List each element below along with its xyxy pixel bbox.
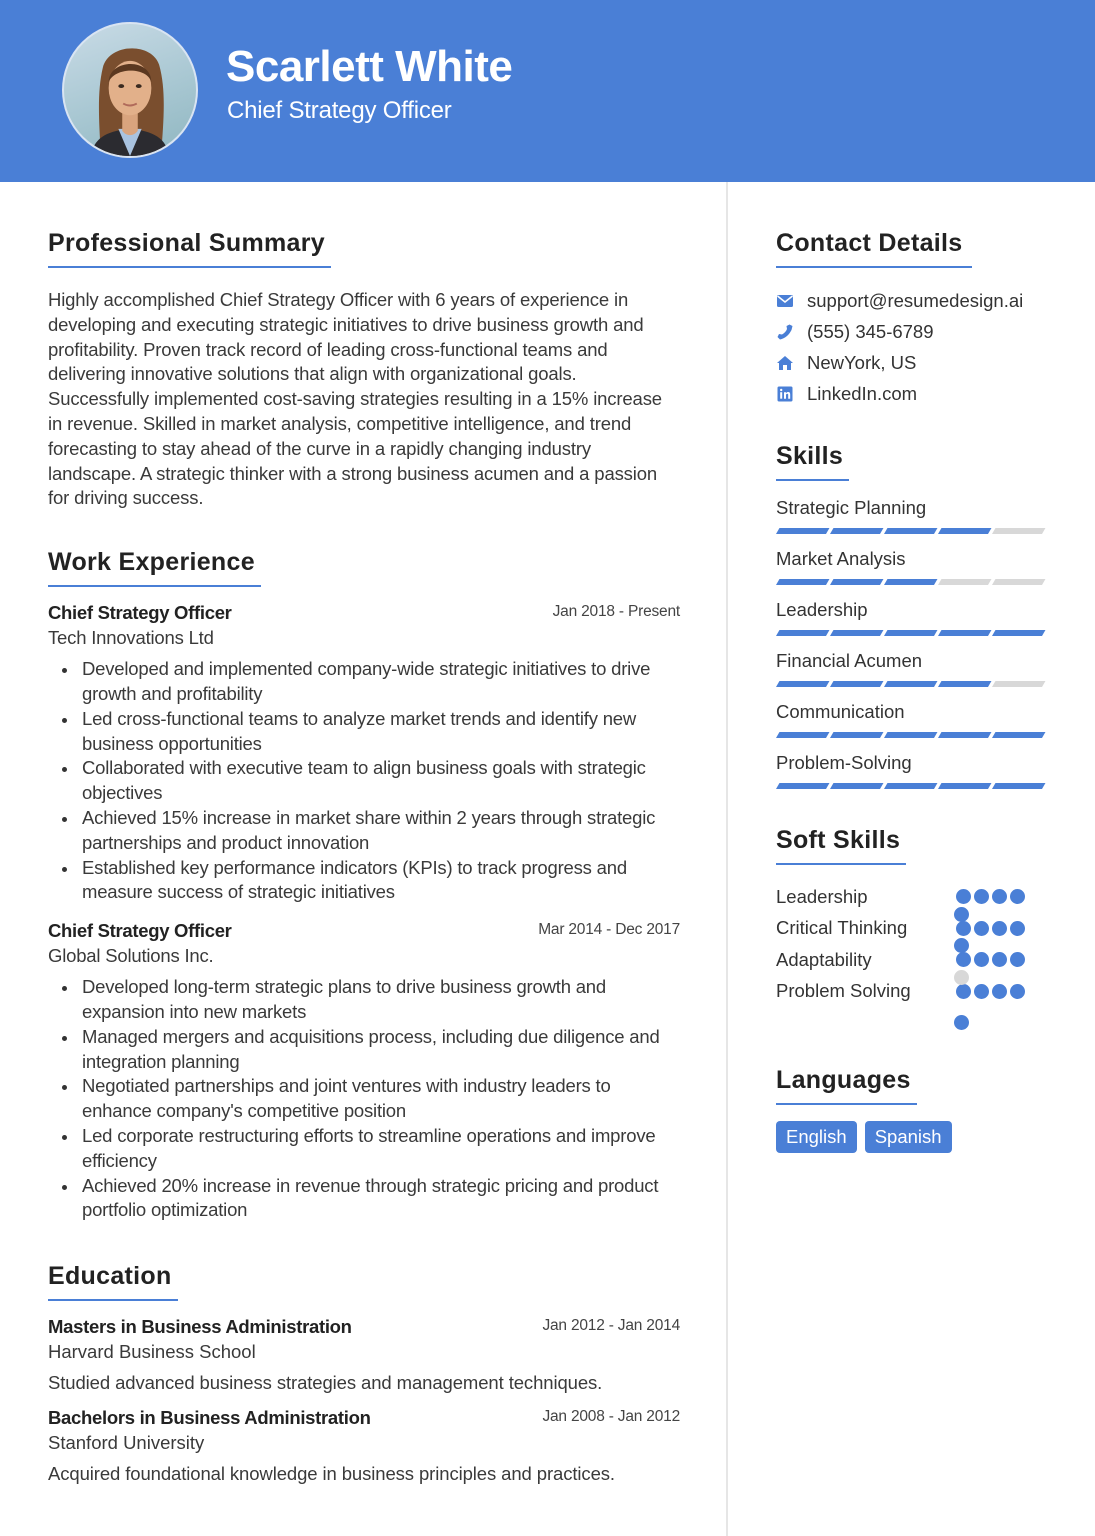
rating-dot-filled — [954, 938, 969, 953]
job-entry — [48, 919, 680, 1223]
section-heading: Contact Details — [776, 226, 972, 268]
rating-segment-filled — [884, 579, 937, 585]
section-heading: Languages — [776, 1063, 917, 1105]
bullet-item: Established key performance indicators (KPIs) to track progress and measure success of strategic initiatives — [48, 856, 680, 906]
rating-segment-filled — [992, 732, 1045, 738]
rating-dot-filled — [954, 1015, 969, 1030]
bullet-item: Negotiated partnerships and joint ventures with industry leaders to enhance company's competitive position — [48, 1074, 680, 1124]
phone-icon — [776, 323, 794, 341]
job-entry — [48, 601, 680, 905]
contact-location-text: NewYork, US — [807, 351, 917, 373]
rating-dot-filled — [974, 921, 989, 936]
job-dates: Mar 2014 - Dec 2017 — [538, 921, 680, 939]
section-heading: Soft Skills — [776, 823, 906, 865]
language-list — [776, 1121, 1056, 1153]
education-dates: Jan 2012 - Jan 2014 — [542, 1317, 680, 1335]
soft-skill-rating-dots — [956, 984, 1025, 999]
candidate-title: Chief Strategy Officer — [227, 97, 452, 124]
education-entry — [48, 1406, 680, 1487]
contact-email-text: support@resumedesign.ai — [807, 289, 1024, 311]
contact-location — [776, 347, 1056, 378]
school-name: Stanford University — [48, 1432, 205, 1454]
job-bullets — [48, 657, 680, 905]
rating-segment-empty — [992, 579, 1045, 585]
skill-name: Market Analysis — [776, 548, 906, 569]
rating-dot-filled — [1010, 921, 1025, 936]
rating-segment-filled — [884, 630, 937, 636]
contact-phone-text: (555) 345-6789 — [807, 320, 934, 342]
rating-segment-filled — [830, 732, 883, 738]
contact-linkedin-text: LinkedIn.com — [807, 382, 918, 404]
rating-segment-filled — [776, 630, 829, 636]
soft-skill-item — [776, 881, 1056, 913]
summary-section — [48, 226, 680, 511]
skill-rating-bar — [776, 732, 1056, 738]
soft-skill-item — [776, 913, 1056, 945]
home-icon — [776, 354, 794, 372]
skills-list — [776, 497, 1056, 789]
rating-segment-filled — [884, 783, 937, 789]
rating-segment-filled — [938, 681, 991, 687]
rating-dot-filled — [974, 952, 989, 967]
skill-item — [776, 599, 1056, 636]
section-heading: Education — [48, 1259, 178, 1301]
contact-list — [776, 285, 1056, 409]
skill-name: Strategic Planning — [776, 497, 927, 518]
rating-segment-filled — [938, 528, 991, 534]
rating-segment-filled — [776, 783, 829, 789]
languages-section — [776, 1063, 1056, 1153]
rating-segment-filled — [830, 630, 883, 636]
skill-rating-bar — [776, 681, 1056, 687]
education-description: Acquired foundational knowledge in business principles and practices. — [48, 1463, 615, 1485]
contact-section — [776, 226, 1056, 409]
soft-skill-item — [776, 976, 1056, 1008]
skill-rating-bar — [776, 630, 1056, 636]
soft-skills-list — [776, 881, 1056, 1039]
rating-segment-filled — [776, 681, 829, 687]
rating-segment-filled — [776, 528, 829, 534]
rating-segment-filled — [830, 528, 883, 534]
soft-skill-rating-dots — [956, 889, 1025, 904]
rating-segment-filled — [884, 732, 937, 738]
soft-skill-name: Adaptability — [776, 948, 872, 970]
skill-item — [776, 548, 1056, 585]
rating-dot-filled — [992, 952, 1007, 967]
soft-skill-item — [776, 944, 1056, 976]
rating-dot-filled — [954, 907, 969, 922]
rating-segment-filled — [830, 681, 883, 687]
skill-name: Communication — [776, 701, 905, 722]
bullet-item: Developed and implemented company-wide strategic initiatives to drive growth and profitability — [48, 657, 680, 707]
bullet-item: Led corporate restructuring efforts to streamline operations and improve efficiency — [48, 1124, 680, 1174]
job-title: Chief Strategy Officer — [48, 602, 232, 624]
rating-segment-filled — [776, 579, 829, 585]
rating-segment-filled — [992, 783, 1045, 789]
rating-segment-filled — [884, 528, 937, 534]
rating-dot-filled — [956, 889, 971, 904]
rating-segment-filled — [938, 732, 991, 738]
job-title: Chief Strategy Officer — [48, 920, 232, 942]
school-name: Harvard Business School — [48, 1341, 256, 1363]
soft-skill-name: Leadership — [776, 885, 868, 907]
rating-dot-empty — [954, 970, 969, 985]
job-bullets — [48, 975, 680, 1223]
rating-dot-filled — [956, 921, 971, 936]
sidebar-column — [776, 226, 1056, 1153]
skills-section — [776, 439, 1056, 789]
soft-skill-name: Problem Solving — [776, 980, 911, 1002]
contact-linkedin[interactable] — [776, 378, 1056, 409]
soft-skills-section — [776, 823, 1056, 1039]
section-heading: Skills — [776, 439, 849, 481]
bullet-item: Achieved 20% increase in revenue through strategic pricing and product portfolio optimization — [48, 1174, 680, 1224]
skill-rating-bar — [776, 579, 1056, 585]
skill-item — [776, 701, 1056, 738]
rating-dot-filled — [956, 984, 971, 999]
soft-skill-overflow — [776, 1007, 1056, 1039]
contact-email[interactable] — [776, 285, 1056, 316]
skill-item — [776, 497, 1056, 534]
rating-dot-filled — [992, 921, 1007, 936]
education-dates: Jan 2008 - Jan 2012 — [542, 1408, 680, 1426]
column-divider — [726, 182, 728, 1536]
rating-dot-filled — [974, 984, 989, 999]
rating-dot-filled — [1010, 952, 1025, 967]
section-heading: Professional Summary — [48, 226, 331, 268]
job-company: Global Solutions Inc. — [48, 945, 214, 967]
resume-header — [0, 0, 1095, 182]
education-section — [48, 1259, 680, 1487]
skill-item — [776, 650, 1056, 687]
rating-dot-filled — [974, 889, 989, 904]
bullet-item: Developed long-term strategic plans to drive business growth and expansion into new markets — [48, 975, 680, 1025]
rating-segment-filled — [830, 579, 883, 585]
skill-name: Financial Acumen — [776, 650, 923, 671]
soft-skill-rating-dots — [956, 921, 1025, 936]
bullet-item: Led cross-functional teams to analyze market trends and identify new business opportunities — [48, 707, 680, 757]
bullet-item: Achieved 15% increase in market share within 2 years through strategic partnerships and product innovation — [48, 806, 680, 856]
skill-rating-bar — [776, 528, 1056, 534]
rating-dot-filled — [1010, 984, 1025, 999]
job-company: Tech Innovations Ltd — [48, 627, 214, 649]
linkedin-icon — [776, 385, 794, 403]
person-photo-icon — [64, 24, 196, 156]
education-description: Studied advanced business strategies and management techniques. — [48, 1372, 603, 1394]
rating-dot-filled — [992, 889, 1007, 904]
language-tag: English — [776, 1121, 857, 1153]
rating-dot-filled — [1010, 889, 1025, 904]
language-tag: Spanish — [865, 1121, 952, 1153]
degree-title: Bachelors in Business Administration — [48, 1407, 371, 1429]
bullet-item: Collaborated with executive team to align business goals with strategic objectives — [48, 756, 680, 806]
skill-name: Leadership — [776, 599, 868, 620]
rating-segment-filled — [938, 783, 991, 789]
bullet-item: Managed mergers and acquisitions process, including due diligence and integration planning — [48, 1025, 680, 1075]
rating-segment-empty — [992, 528, 1045, 534]
degree-title: Masters in Business Administration — [48, 1316, 352, 1338]
soft-skill-rating-dots — [956, 952, 1025, 967]
education-entry — [48, 1315, 680, 1396]
rating-segment-filled — [830, 783, 883, 789]
skill-name: Problem-Solving — [776, 752, 912, 773]
rating-segment-filled — [884, 681, 937, 687]
rating-segment-filled — [776, 732, 829, 738]
main-column — [48, 226, 680, 1487]
skill-rating-bar — [776, 783, 1056, 789]
summary-text: Highly accomplished Chief Strategy Officer with 6 years of experience in developing and executing strategic initiatives to drive business growth and profitability. Proven track record of leading cross-functional teams and delivering innovative solutions that align with organizational goals. Successfully implemented cost-saving strategies resulting in a 15% increase in revenue. Skilled in market analysis, competitive intelligence, and trend forecasting to stay ahead of the curve in a rapidly changing industry landscape. A strategic thinker with a strong business acumen and a passion for driving success. — [48, 289, 662, 509]
rating-segment-filled — [992, 630, 1045, 636]
candidate-name: Scarlett White — [226, 42, 513, 91]
skill-item — [776, 752, 1056, 789]
rating-segment-filled — [938, 630, 991, 636]
envelope-icon — [776, 292, 794, 310]
contact-phone[interactable] — [776, 316, 1056, 347]
rating-segment-empty — [992, 681, 1045, 687]
rating-segment-empty — [938, 579, 991, 585]
profile-photo — [62, 22, 198, 158]
work-experience-section — [48, 545, 680, 1223]
rating-dot-filled — [992, 984, 1007, 999]
soft-skill-name: Critical Thinking — [776, 917, 908, 939]
rating-dot-filled — [956, 952, 971, 967]
section-heading: Work Experience — [48, 545, 261, 587]
job-dates: Jan 2018 - Present — [552, 603, 680, 621]
